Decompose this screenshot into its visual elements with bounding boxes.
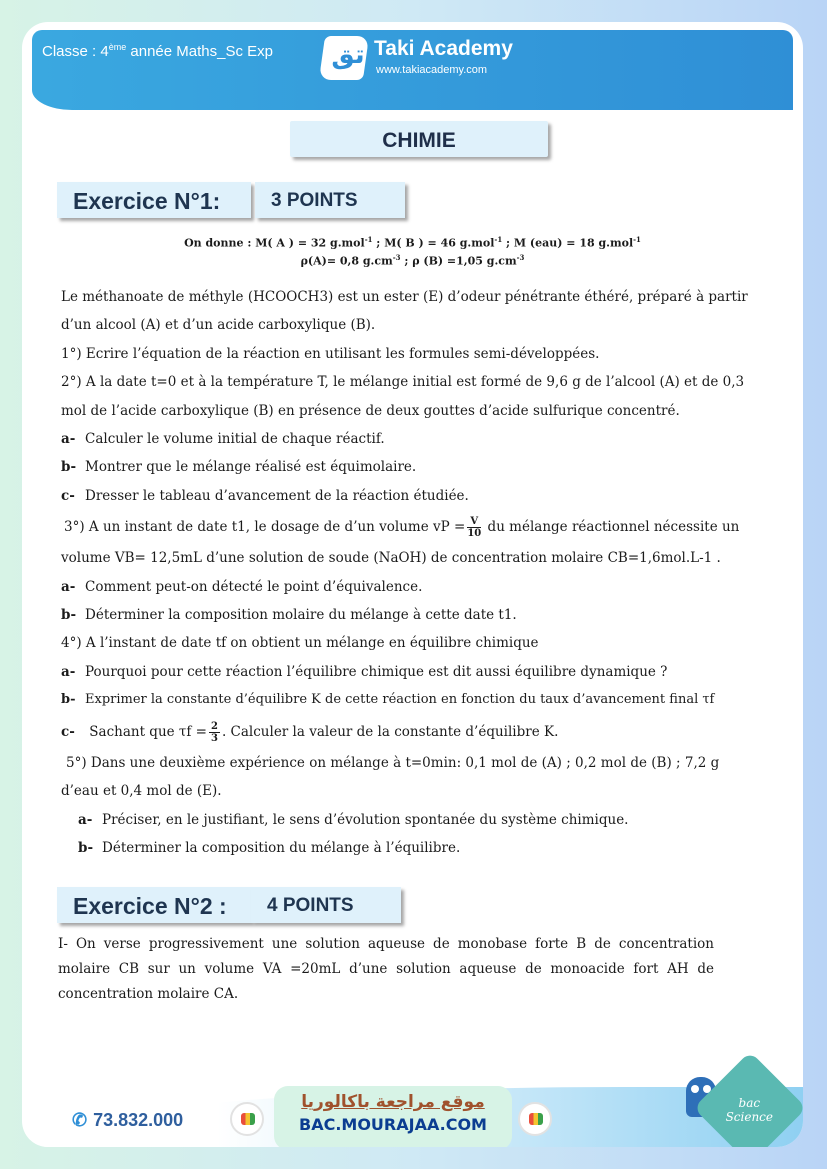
exercise-2-text: I- On verse progressivement une solution aqueuse de monobase forte B de concentration molaire CB sur un volume VA =20mL d’une solution aqueuse de monoacide fort AH de concentration molaire CA. (58, 936, 714, 1002)
exercise-1-points: 3 POINTS (255, 182, 405, 218)
question-1: 1°) Ecrire l’équation de la réaction en utilisant les formules semi-développées. (61, 345, 600, 362)
question-2a: a- Calculer le volume initial de chaque réactif. (61, 431, 385, 448)
question-5-line-1: 5°) Dans une deuxième expérience on mélange à t=0min: 0,1 mol de (A) ; 0,2 mol de (B) ; 7,2 g (66, 754, 720, 771)
fraction-two-thirds: $\frac{2}{3}$ (211, 720, 218, 744)
phone-icon: ✆ (72, 1110, 88, 1130)
class-label: Classe : 4ème année Maths_Sc Exp (42, 42, 273, 60)
question-4a: a- Pourquoi pour cette réaction l’équilibre chimique est dit aussi équilibre dynamique ? (61, 663, 668, 680)
given-data-line-2: ρ(A)= 0,8 $g.cm^{-3}$ ; ρ (B) =1,05 $g.cm^{-3}$ (300, 253, 525, 268)
brand-url: www.takiacademy.com (376, 64, 488, 76)
question-4c: c- Sachant que τf = $\frac{2}{3}$ . Calculer la valeur de la constante d’équilibre K. (61, 720, 559, 744)
bac-mourajaa-badge[interactable] (274, 1086, 512, 1147)
intro-line-1: Le méthanoate de méthyle (HCOOCH3) est un ester (E) d’odeur pénétrante éthéré, préparé à partir (61, 289, 748, 305)
right-round-logo (518, 1102, 552, 1136)
question-4b: b- Exprimer la constante d’équilibre K de cette réaction en fonction du taux d’avancement final τf (61, 692, 715, 708)
question-4: 4°) A l’instant de date tf on obtient un mélange en équilibre chimique (61, 635, 539, 652)
header-banner (32, 30, 793, 110)
phone-number: ✆ 73.832.000 (72, 1110, 184, 1130)
question-3-line-2: volume VB= 12,5mL d’une solution de soude (NaOH) de concentration molaire CB=1,6mol.L-1 . (61, 550, 721, 567)
question-3a: a- Comment peut-on détecté le point d’équivalence. (61, 578, 423, 595)
question-2-line-2: mol de l’acide carboxylique (B) en présence de deux gouttes d’acide sulfurique concentré. (61, 402, 680, 419)
exercise-1-body (58, 283, 748, 862)
brand-name: Taki Academy (374, 37, 513, 60)
question-2c: c- Dresser le tableau d’avancement de la réaction étudiée. (61, 487, 469, 504)
fraction-v-over-10: $\frac{V}{10}$ (467, 516, 482, 540)
question-3b: b- Déterminer la composition molaire du mélange à cette date t1. (61, 607, 517, 624)
bac-science-badge: bac Science (693, 1051, 803, 1147)
question-2-line-1: 2°) A la date t=0 et à la température T, le mélange initial est formé de 9,6 g de l’alcool (A) et de 0,3 (61, 374, 745, 391)
site-name-latin: BAC.MOURAJAA.COM (299, 1115, 487, 1134)
question-5-line-2: d’eau et 0,4 mol de (E). (61, 783, 222, 800)
exercise-2-points: 4 POINTS (251, 887, 401, 923)
question-2b: b- Montrer que le mélange réalisé est équimolaire. (61, 459, 417, 476)
taki-logo-icon: تق (319, 36, 369, 80)
left-round-logo (230, 1102, 264, 1136)
question-5a: a- Préciser, en le justifiant, le sens d’évolution spontanée du système chimique. (78, 811, 629, 828)
exercise-2-title: Exercice N°2 : (57, 887, 251, 923)
intro-line-2: d’un alcool (A) et d’un acide carboxylique (B). (61, 317, 376, 334)
question-5b: b- Déterminer la composition du mélange à l’équilibre. (78, 839, 461, 856)
site-name-arabic: موقع مراجعة باكالوريا (301, 1092, 485, 1112)
page (22, 22, 803, 1147)
exercise-1-title: Exercice N°1: (57, 182, 251, 218)
section-title: CHIMIE (290, 121, 548, 157)
given-data-line-1: On donne : M( A ) = 32 g.mol$^{-1}$ ; M( B ) = 46 g.mol$^{-1}$ ; M (eau) = 18 g.mol$^{-1}$ (184, 235, 641, 250)
question-3-line-1: 3°) A un instant de date t1, le dosage de d’un volume vP = $\frac{V}{10}$ du mélange réactionnel nécessite un (64, 516, 740, 540)
taki-academy-logo (322, 36, 522, 86)
